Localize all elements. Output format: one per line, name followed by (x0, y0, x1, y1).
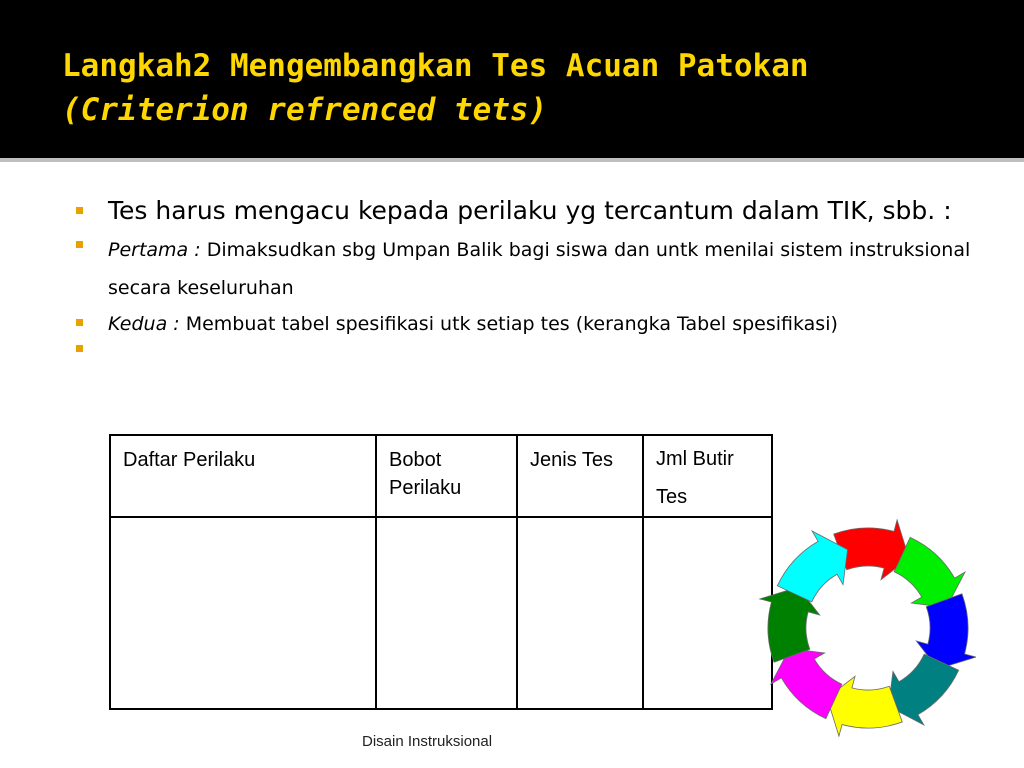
bullet-item-empty (76, 337, 976, 363)
header-jml-butir-tes: Jml Butir Tes (643, 435, 772, 517)
bullet-text: Tes harus mengacu kepada perilaku yg tercantum dalam TIK, sbb. : (108, 196, 952, 225)
slide-title (62, 44, 1002, 132)
bullet-marker-icon (76, 345, 83, 352)
title-line-1: Langkah2 Mengembangkan Tes Acuan Patokan (62, 48, 809, 84)
bullet-text: Dimaksudkan sbg Umpan Balik bagi siswa dan untk menilai sistem instruksional secara keseluruhan (108, 239, 971, 299)
header-bobot-perilaku: Bobot Perilaku (376, 435, 517, 517)
bullet-item (76, 311, 976, 337)
table-header-row (110, 435, 772, 517)
bullet-lead: Kedua : (108, 313, 180, 335)
table-cell (643, 517, 772, 709)
header-daftar-perilaku: Daftar Perilaku (110, 435, 376, 517)
table-cell (376, 517, 517, 709)
slide-footer: Disain Instruksional (362, 733, 493, 750)
circular-arrows-cycle-icon (756, 510, 976, 740)
title-line-2: (Criterion refrenced tets) (62, 92, 548, 128)
table-cell (110, 517, 376, 709)
bullet-item (76, 192, 976, 229)
bullet-lead: Pertama : (108, 239, 201, 261)
table-row (110, 517, 772, 709)
bullet-list (76, 192, 976, 363)
specification-table (109, 434, 773, 710)
header-jenis-tes: Jenis Tes (517, 435, 643, 517)
bullet-marker-icon (76, 241, 83, 248)
bullet-marker-icon (76, 207, 83, 214)
table-cell (517, 517, 643, 709)
title-divider (0, 158, 1024, 162)
bullet-text: Membuat tabel spesifikasi utk setiap tes (kerangka Tabel spesifikasi) (179, 313, 838, 335)
bullet-marker-icon (76, 319, 83, 326)
bullet-item (76, 231, 976, 307)
